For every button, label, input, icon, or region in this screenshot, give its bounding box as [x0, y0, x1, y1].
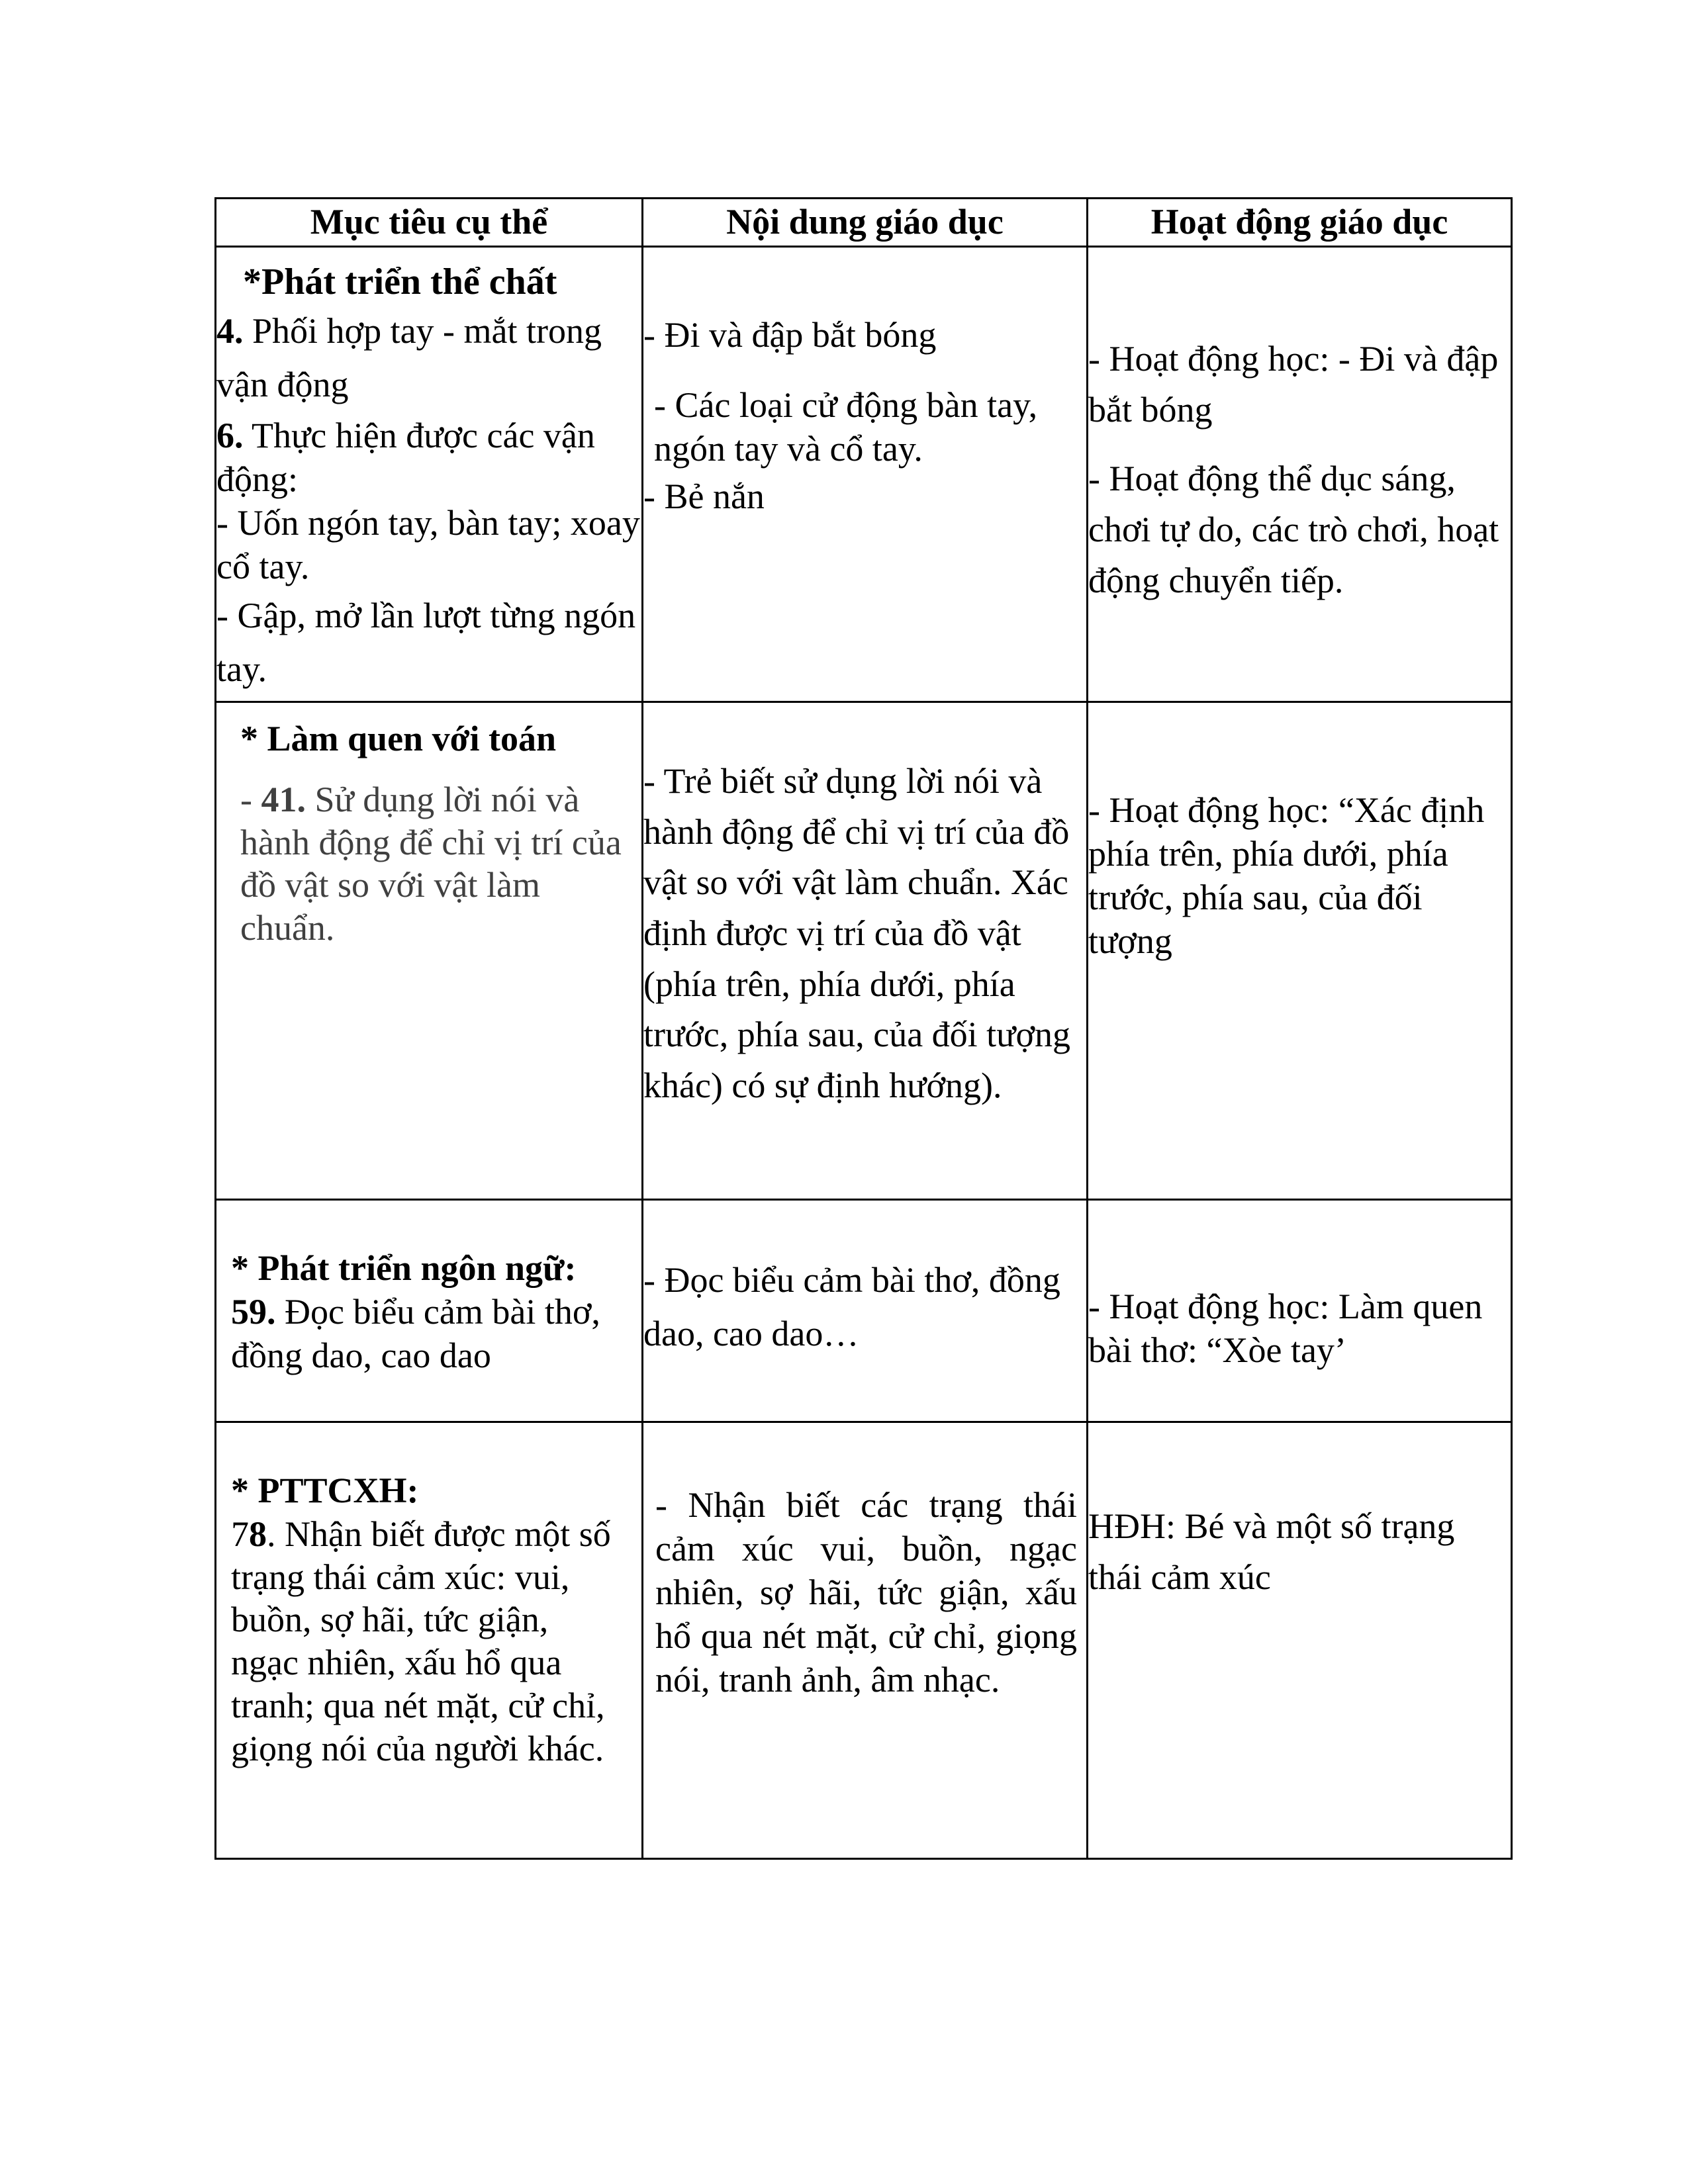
activity-cell: [1088, 1422, 1512, 1859]
header-activity: Hoạt động giáo dục: [1088, 199, 1512, 247]
content-cell: [643, 702, 1088, 1200]
activity-item: - Hoạt động học: - Đi và đập bắt bóng: [1088, 339, 1499, 430]
content-item: - Đi và đập bắt bóng: [643, 315, 937, 355]
objective-item: 59. Đọc biểu cảm bài thơ, đồng dao, cao dao: [231, 1291, 600, 1375]
content-item: - Trẻ biết sử dụng lời nói và hành động để chỉ vị trí của đồ vật so với vật làm chuẩn. Xác định được vị trí của đồ vật (phía trên, phía dưới, phía trước, phía sau, của đối tượng khác) có sự định hướng).: [643, 761, 1070, 1106]
content-item: - Nhận biết các trạng thái cảm xúc vui, buồn, ngạc nhiên, sợ hãi, tức giận, xấu hổ qua nét mặt, cử chỉ, giọng nói, tranh ảnh, âm nhạc.: [655, 1485, 1077, 1700]
activity-cell: [1088, 1200, 1512, 1422]
objective-item: 6. Thực hiện được các vận động:: [216, 416, 595, 500]
section-heading: * PTTCXH:: [231, 1471, 419, 1510]
header-row: [216, 199, 1512, 247]
objective-cell: [216, 1200, 643, 1422]
section-heading: * Làm quen với toán: [240, 719, 556, 758]
objective-item: 4. Phối hợp tay - mắt trong vận động: [216, 311, 602, 405]
objective-cell: [216, 247, 643, 702]
content-item: - Đọc biểu cảm bài thơ, đồng dao, cao dao…: [643, 1260, 1060, 1353]
objective-bullet: - Gập, mở lần lượt từng ngón tay.: [216, 595, 636, 689]
activity-item: HĐH: Bé và một số trạng thái cảm xúc: [1088, 1506, 1455, 1597]
content-cell: [643, 1422, 1088, 1859]
content-item: - Các loại cử động bàn tay, ngón tay và cổ tay.: [654, 385, 1038, 469]
section-heading: * Phát triển ngôn ngữ:: [231, 1248, 577, 1288]
objective-item: 78. Nhận biết được một số trạng thái cảm xúc: vui, buồn, sợ hãi, tức giận, ngạc nhiên, xấu hổ qua tranh; qua nét mặt, cử chỉ, giọng nói của người khác.: [231, 1514, 611, 1768]
activity-item: - Hoạt động thể dục sáng, chơi tự do, các trò chơi, hoạt động chuyển tiếp.: [1088, 459, 1499, 600]
table-row: [216, 247, 1512, 702]
objective-cell: [216, 1422, 643, 1859]
header-objective: Mục tiêu cụ thể: [216, 199, 643, 247]
table-row: [216, 1200, 1512, 1422]
section-heading: *Phát triển thể chất: [243, 261, 557, 302]
activity-item: - Hoạt động học: Làm quen bài thơ: “Xòe tay’: [1088, 1287, 1483, 1370]
table-row: [216, 702, 1512, 1200]
activity-cell: [1088, 702, 1512, 1200]
education-plan-table: [214, 197, 1513, 1860]
content-cell: [643, 247, 1088, 702]
activity-cell: [1088, 247, 1512, 702]
table-row: [216, 1422, 1512, 1859]
objective-bullet: - Uốn ngón tay, bàn tay; xoay cổ tay.: [216, 503, 640, 586]
header-content: Nội dung giáo dục: [643, 199, 1088, 247]
content-item: - Bẻ nắn: [643, 476, 765, 516]
objective-cell: [216, 702, 643, 1200]
objective-item: - 41. Sử dụng lời nói và hành động để chỉ vị trí của đồ vật so với vật làm chuẩn.: [240, 779, 622, 948]
content-cell: [643, 1200, 1088, 1422]
activity-item: - Hoạt động học: “Xác định phía trên, phía dưới, phía trước, phía sau, của đối tượng: [1088, 790, 1485, 961]
